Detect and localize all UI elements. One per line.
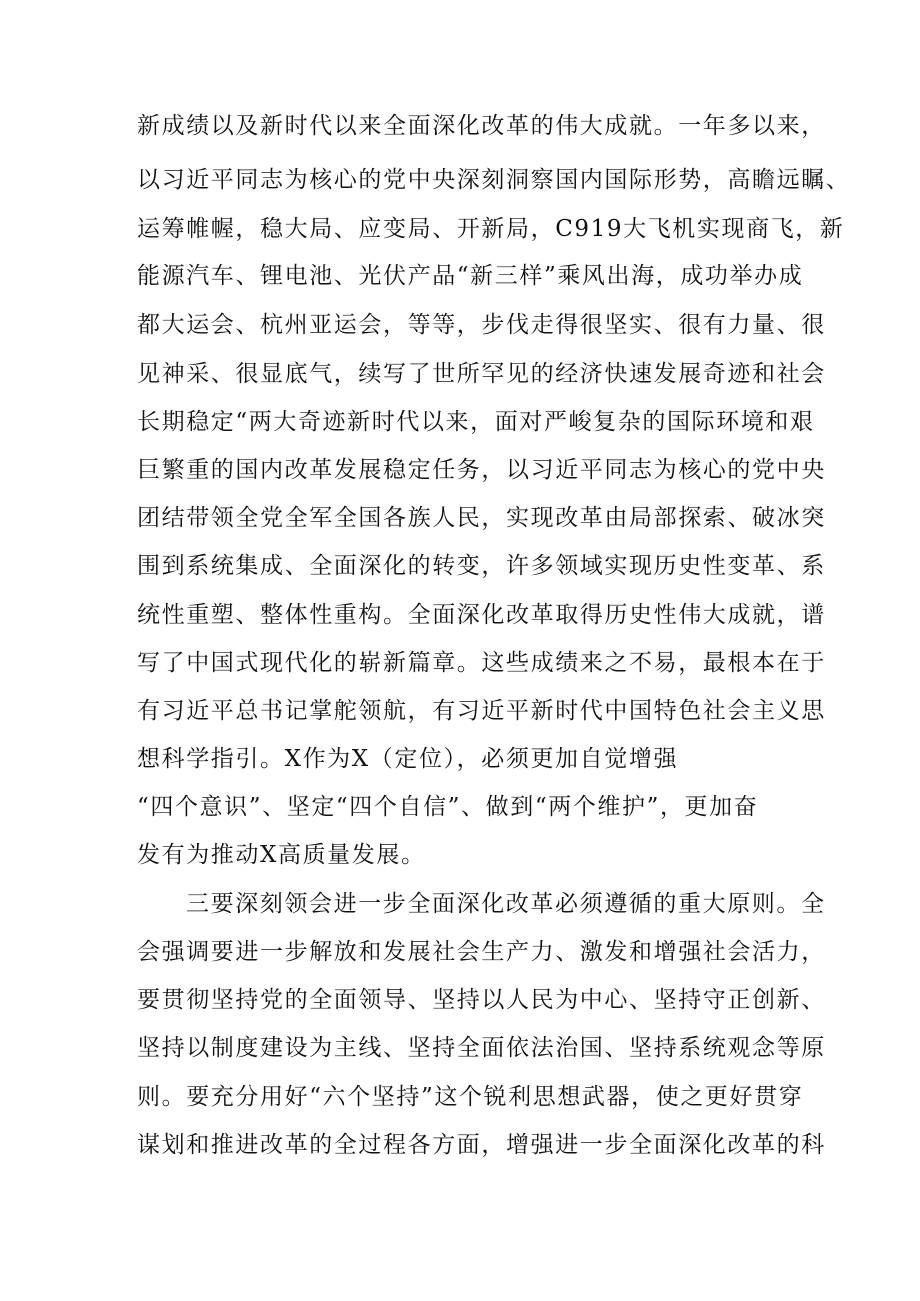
text-line: 新成绩以及新时代以来全面深化改革的伟大成就。一年多以来， xyxy=(137,113,826,139)
text-line: 写了中国式现代化的崭新篇章。这些成绩来之不易，最根本在于 xyxy=(137,650,826,676)
paragraph-first-line: 三要深刻领会进一步全面深化改革必须遵循的重大原则。全 xyxy=(186,891,826,917)
text-line: 发有为推动X高质量发展。 xyxy=(137,842,426,868)
text-line: 统性重塑、整体性重构。全面深化改革取得历史性伟大成就，谱 xyxy=(137,602,826,628)
text-line: 有习近平总书记掌舵领航，有习近平新时代中国特色社会主义思 xyxy=(137,698,826,724)
text-line: 都大运会、杭州亚运会，等等，步伐走得很坚实、很有力量、很 xyxy=(137,312,826,338)
text-line: 则。要充分用好“六个坚持”这个锐利思想武器，使之更好贯穿 xyxy=(137,1084,804,1110)
text-line: 坚持以制度建设为主线、坚持全面依法治国、坚持系统观念等原 xyxy=(137,1035,826,1061)
text-line: 长期稳定“两大奇迹新时代以来，面对严峻复杂的国际环境和艰 xyxy=(137,409,815,435)
text-line: 巨繁重的国内改革发展稳定任务，以习近平同志为核心的党中央 xyxy=(137,457,826,483)
text-line: 见神采、很显底气，续写了世所罕见的经济快速发展奇迹和社会 xyxy=(137,361,826,387)
text-line: “四个意识”、坚定“四个自信”、做到“两个维护”，更加奋 xyxy=(137,794,759,820)
text-line: 会强调要进一步解放和发展社会生产力、激发和增强社会活力， xyxy=(137,939,826,965)
text-line: 谋划和推进改革的全过程各方面，增强进一步全面深化改革的科 xyxy=(137,1132,826,1158)
text-line: 围到系统集成、全面深化的转变，许多领域实现历史性变革、系 xyxy=(137,553,826,579)
text-line: 运筹帷幄，稳大局、应变局、开新局，C919大飞机实现商飞，新 xyxy=(137,216,845,242)
text-line: 要贯彻坚持党的全面领导、坚持以人民为中心、坚持守正创新、 xyxy=(137,987,826,1013)
text-line: 以习近平同志为核心的党中央深刻洞察国内国际形势，高瞻远瞩、 xyxy=(137,167,851,193)
text-line: 想科学指引。X作为X（定位），必须更加自觉增强 xyxy=(137,746,679,772)
text-line: 能源汽车、锂电池、光伏产品“新三样”乘风出海，成功举办成 xyxy=(137,263,804,289)
text-line: 团结带领全党全军全国各族人民，实现改革由局部探索、破冰突 xyxy=(137,505,826,531)
